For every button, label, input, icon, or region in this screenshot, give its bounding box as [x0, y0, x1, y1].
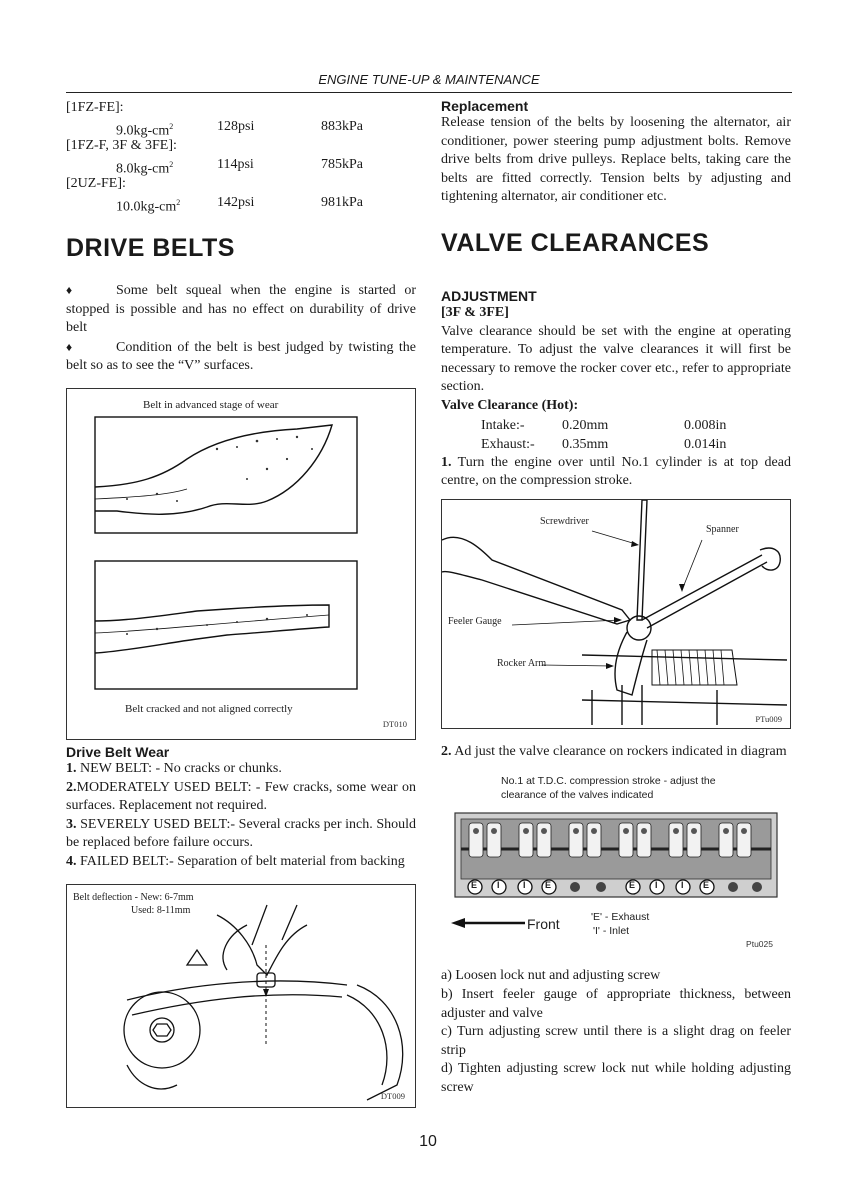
clearance-label: Exhaust:-: [481, 436, 535, 452]
adjustment-title: ADJUSTMENT: [441, 287, 537, 304]
diamond-bullet-icon: ♦: [66, 339, 73, 354]
diamond-bullet-icon: ♦: [66, 283, 73, 297]
front-label: Front: [527, 916, 560, 933]
pressure-kpa: 981kPa: [321, 195, 363, 210]
clearance-label: Intake:-: [481, 417, 525, 433]
figure-code: Ptu025: [746, 939, 773, 950]
drive-belt-wear-title: Drive Belt Wear: [66, 743, 170, 760]
replacement-text: Release tension of the belts by loosening the alternator, air conditioner, power steering pump adjustment bolts. Remove drive belts from drive pulleys. Replace belts, taking care the belts are fitted correctly. Tension belts by adjusting and tightening alternator, air conditioner etc.: [441, 115, 791, 205]
left-column: [66, 98, 416, 1108]
valve-layout-figure: [441, 767, 791, 967]
adjust-step: d) Tighten adjusting screw lock nut while holding adjusting screw: [441, 1061, 791, 1095]
engine-label: [3F & 3FE]: [441, 304, 509, 320]
page-header: [66, 72, 792, 93]
layout-caption-line2: clearance of the valves indicated: [501, 789, 654, 802]
valve-mark: I: [681, 880, 684, 891]
deflection-label-used: Used: 8-11mm: [131, 904, 191, 916]
rocker-adjustment-figure: [441, 499, 791, 729]
valve-mark: E: [471, 880, 478, 891]
rocker-shaft-illustration: [441, 767, 791, 967]
belt-wear-figure: [66, 388, 416, 740]
label-spanner: Spanner: [706, 523, 739, 535]
wear-item: 2.MODERATELY USED BELT: - Few cracks, some wear on surfaces. Replacement not required.: [66, 779, 416, 814]
belt-deflection-illustration: [67, 885, 415, 1107]
pressure-table: [66, 98, 416, 215]
deflection-label-new: Belt deflection - New: 6-7mm: [73, 891, 194, 903]
pressure-psi: 142psi: [217, 195, 255, 210]
valve-mark: E: [545, 880, 552, 891]
replacement-title: Replacement: [441, 98, 529, 114]
clearance-row: [441, 435, 791, 454]
pressure-kg: $10.0kg-cm^2$: [116, 198, 181, 215]
adjust-step: c) Turn adjusting screw until there is a slight drag on feeler strip: [441, 1024, 791, 1058]
pressure-engine-row: [66, 98, 416, 117]
clearance-mm: 0.20mm: [562, 417, 609, 433]
figure-caption-bottom: Belt cracked and not aligned correctly: [125, 702, 293, 715]
legend-exhaust: 'E' - Exhaust: [591, 911, 650, 924]
belt-wear-illustration: [67, 389, 415, 739]
valve-clearance-hot-title: Valve Clearance (Hot):: [441, 397, 579, 413]
step-2: 2. Ad just the valve clearance on rockers indicated in diagram: [441, 743, 787, 759]
pressure-value-row: [66, 155, 416, 177]
pressure-kpa: 883kPa: [321, 119, 363, 134]
drive-belts-title: DRIVE BELTS: [66, 234, 235, 262]
layout-caption-line1: No.1 at T.D.C. compression stroke - adjust the: [501, 775, 716, 788]
right-column: [441, 98, 791, 1097]
wear-item: 3. SEVERELY USED BELT:- Several cracks per inch. Should be replaced before failure occurs.: [66, 816, 416, 851]
pressure-engine: [1FZ-FE]:: [66, 100, 124, 115]
clearance-inch: 0.008in: [684, 417, 727, 433]
pressure-psi: 114psi: [217, 157, 254, 172]
adjust-step: a) Loosen lock nut and adjusting screw: [441, 968, 661, 984]
bullet-paragraph: ♦ Condition of the belt is best judged by twisting the belt so as to see the “V” surfaces.: [66, 339, 416, 374]
clearance-row: [441, 416, 791, 435]
wear-item: 4. FAILED BELT:- Separation of belt material from backing: [66, 853, 405, 869]
bullet-paragraph: ♦ Some belt squeal when the engine is started or stopped is possible and has no effect on durability of drive belt: [66, 283, 416, 336]
valve-mark: E: [703, 880, 710, 891]
step-1: 1. Turn the engine over until No.1 cylinder is at top dead centre, on the compression stroke.: [441, 454, 791, 489]
legend-inlet: 'I' - Inlet: [593, 925, 630, 938]
header-title: ENGINE TUNE-UP & MAINTENANCE: [318, 72, 540, 87]
valve-clearances-title: VALVE CLEARANCES: [441, 228, 710, 257]
pressure-kg: $8.0kg-cm^2$: [116, 160, 174, 177]
label-screwdriver: Screwdriver: [540, 515, 589, 527]
clearance-mm: 0.35mm: [562, 436, 609, 452]
pressure-engine-row: [66, 136, 416, 155]
pressure-kpa: 785kPa: [321, 157, 363, 172]
clearance-inch: 0.014in: [684, 436, 727, 452]
pressure-kg: $9.0kg-cm^2$: [116, 122, 174, 139]
pressure-value-row: [66, 117, 416, 139]
label-feeler-gauge: Feeler Gauge: [448, 615, 502, 627]
figure-caption-top: Belt in advanced stage of wear: [143, 398, 279, 411]
wear-item: 1. NEW BELT: - No cracks or chunks.: [66, 760, 282, 776]
page-number: 10: [419, 1133, 437, 1150]
figure-code: DT009: [380, 1090, 405, 1101]
pressure-engine: [2UZ-FE]:: [66, 176, 126, 191]
adjust-step: b) Insert feeler gauge of appropriate thickness, between adjuster and valve: [441, 986, 791, 1021]
valve-mark: I: [497, 880, 500, 891]
label-rocker-arm: Rocker Arm: [497, 657, 547, 669]
valve-mark: I: [655, 880, 658, 891]
figure-code: DT010: [382, 718, 407, 729]
belt-deflection-figure: [66, 884, 416, 1108]
pressure-engine-row: [66, 174, 416, 193]
valve-intro: Valve clearance should be set with the engine at operating temperature. To adjust the valve clearances it will first be necessary to remove the rocker cover etc., refer to appropriate section.: [441, 323, 791, 395]
figure-code: PTu009: [755, 713, 782, 724]
valve-mark: I: [523, 880, 526, 891]
pressure-engine: [1FZ-F, 3F & 3FE]:: [66, 138, 177, 153]
pressure-psi: 128psi: [217, 119, 255, 134]
pressure-value-row: [66, 193, 416, 215]
valve-mark: E: [629, 880, 636, 891]
